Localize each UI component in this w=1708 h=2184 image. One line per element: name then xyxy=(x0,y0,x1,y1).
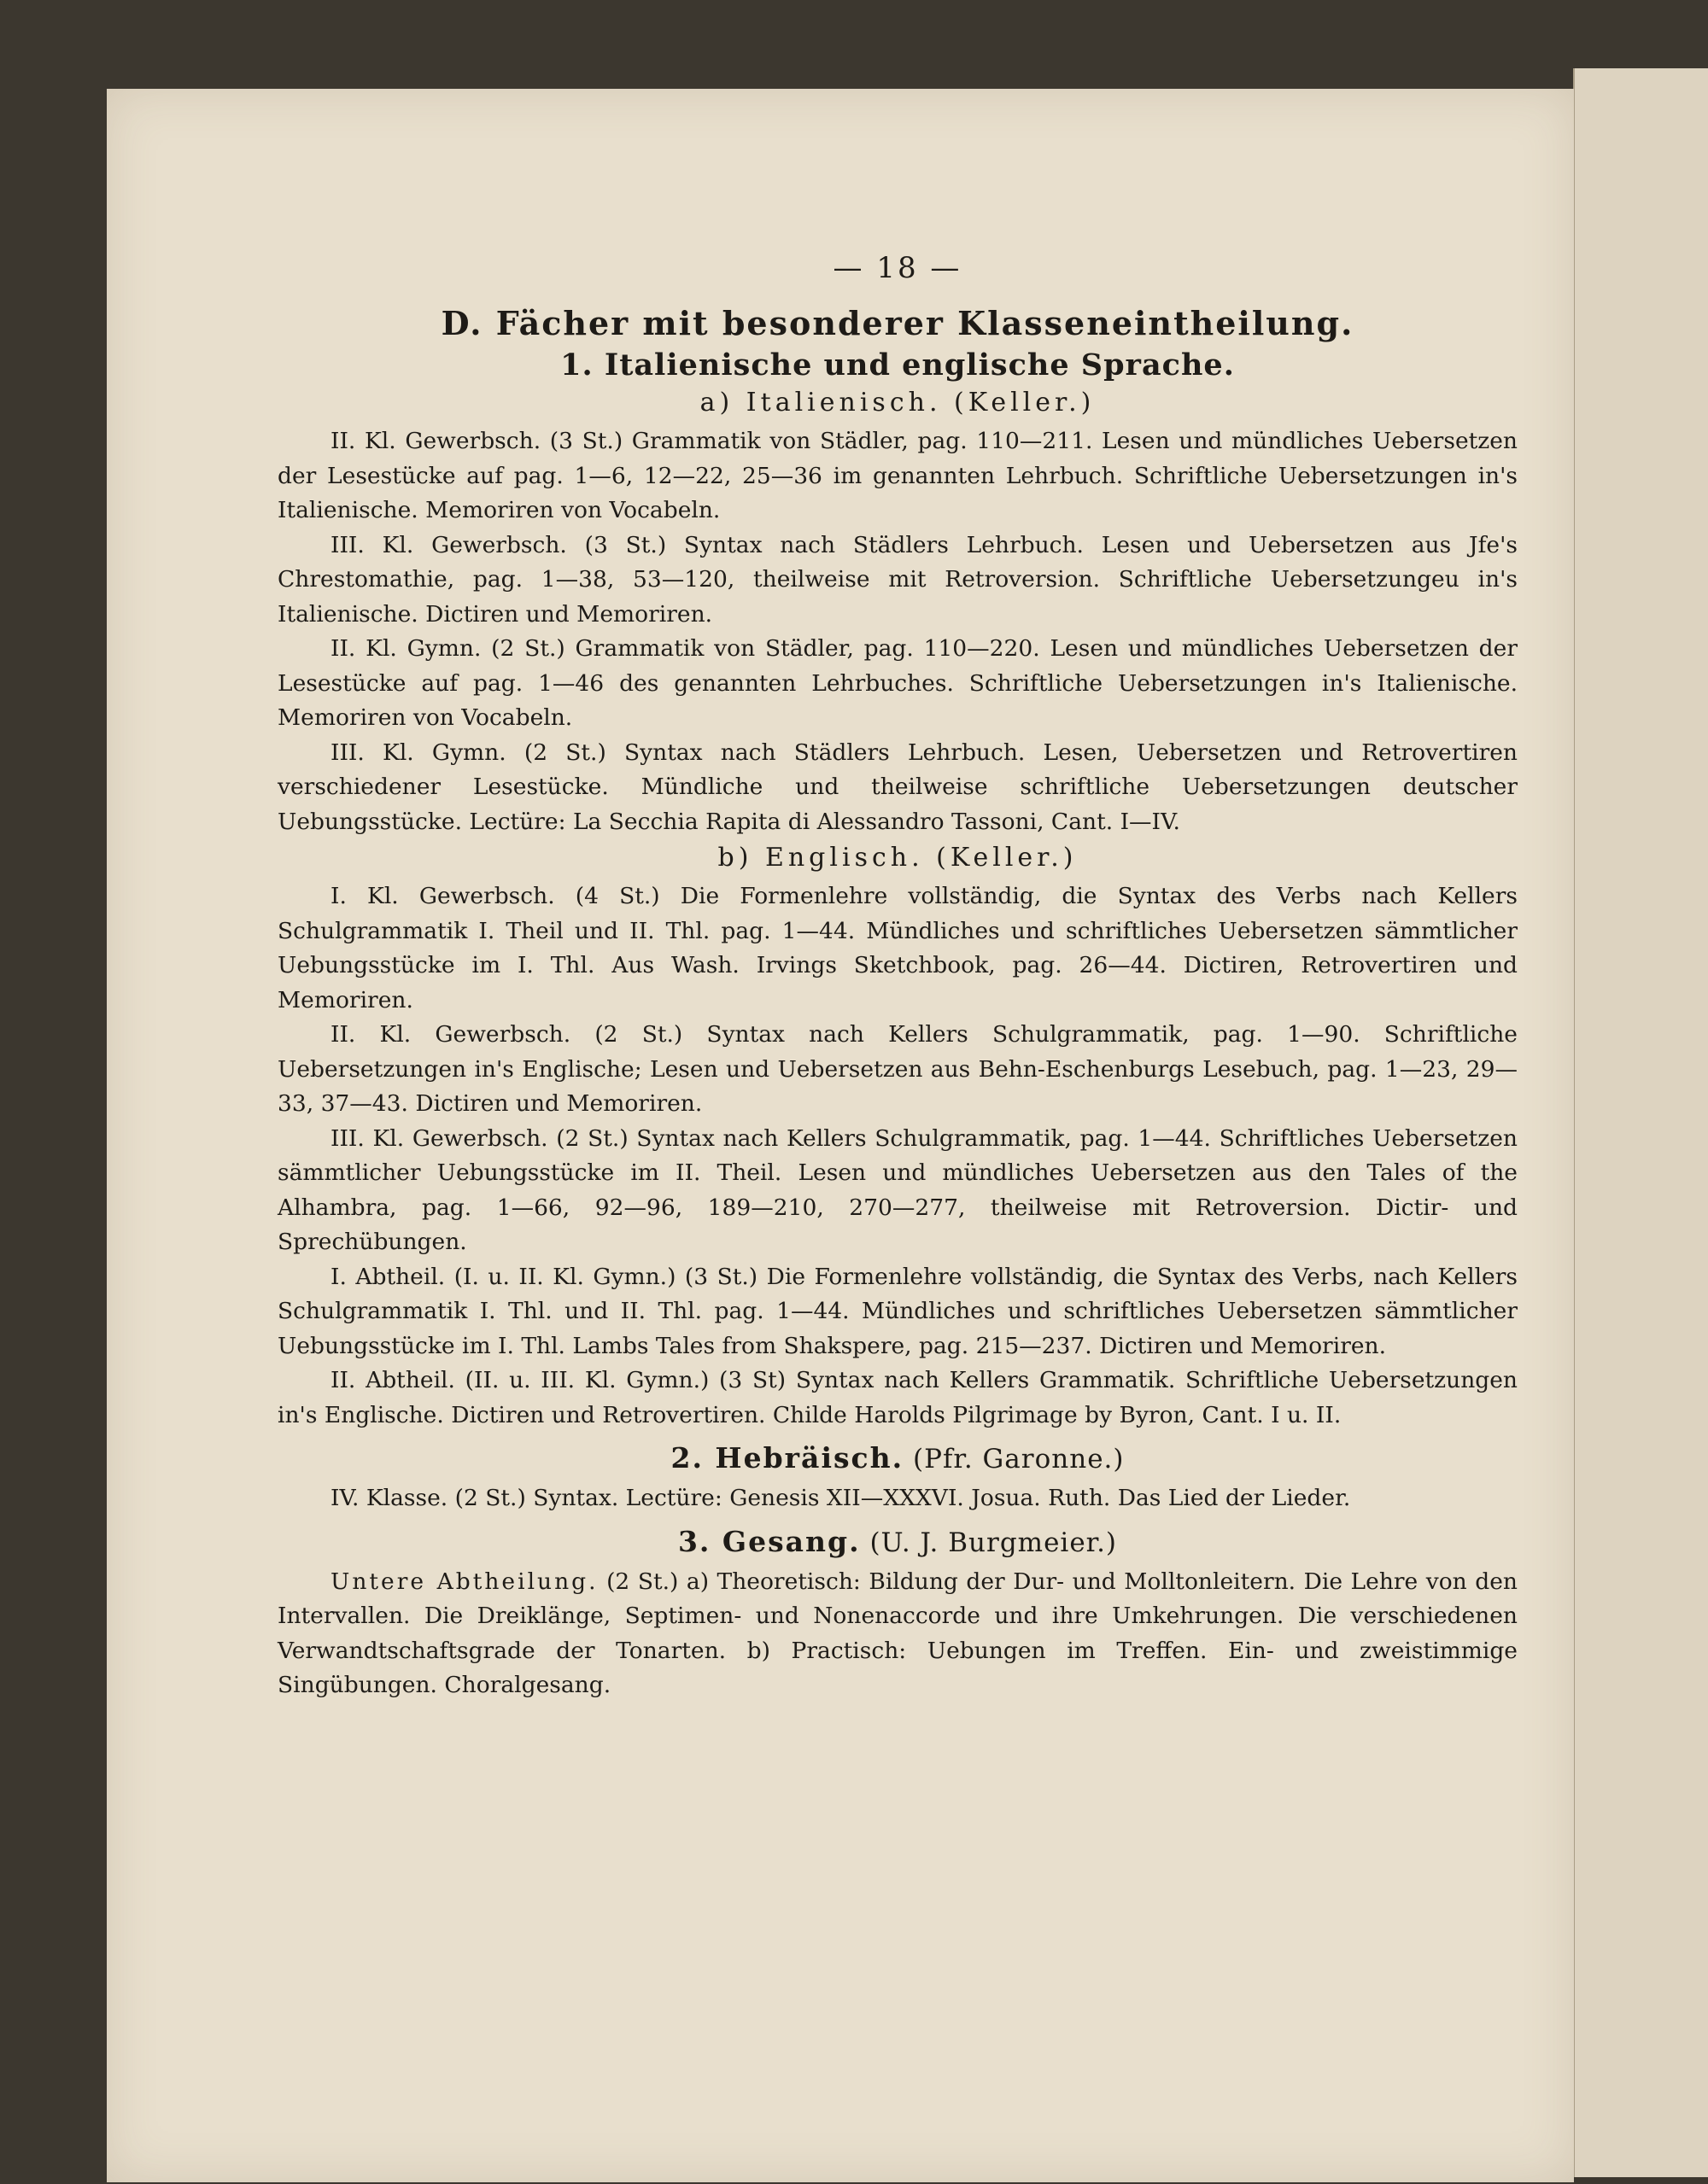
english-paragraph: III. Kl. Gewerbsch. (2 St.) Syntax nach Kellers Schulgrammatik, pag. 1—44. Schriftliches Uebersetzen sämmtlicher Uebungsstücke im II. Theil. Lesen und mündliches Uebersetzen aus den Tales of the Alhambra, pag. 1—66, 92—96, 189—210, 270—277, theilweise mit Retroversion. Dictir- und Sprechübungen. xyxy=(278,1124,1518,1255)
hebrew-paragraph: IV. Klasse. (2 St.) Syntax. Lectüre: Genesis XII—XXXVI. Josua. Ruth. Das Lied der Lieder. xyxy=(330,1485,1351,1511)
section-3-teacher: (U. J. Burgmeier.) xyxy=(860,1527,1118,1558)
italian-paragraph: II. Kl. Gewerbsch. (3 St.) Grammatik von Städler, pag. 110—211. Lesen und mündliches Uebersetzen der Lesestücke auf pag. 1—6, 12—22, 25—36 im genannten Lehrbuch. Schriftliche Uebersetzungen in's Italienische. Memoriren von Vocabeln. xyxy=(278,428,1518,523)
singing-paragraph-lead: Untere Abtheilung. xyxy=(330,1568,599,1595)
main-heading: D. Fächer mit besonderer Klasseneintheilung. xyxy=(441,304,1354,342)
italian-paragraph: II. Kl. Gymn. (2 St.) Grammatik von Städler, pag. 110—220. Lesen und mündliches Uebersetzen der Lesestücke auf pag. 1—46 des genannten Lehrbuches. Schriftliche Uebersetzungen in's Italienische. Memoriren von Vocabeln. xyxy=(278,635,1518,731)
section-1-heading: 1. Italienische und englische Sprache. xyxy=(560,347,1235,382)
adjacent-page-edge xyxy=(1573,68,1708,2177)
section-2-teacher: (Pfr. Garonne.) xyxy=(904,1444,1125,1474)
subsection-english-heading: b) Englisch. (Keller.) xyxy=(717,843,1078,873)
section-3-heading xyxy=(278,1525,1518,1558)
italian-paragraph: III. Kl. Gymn. (2 St.) Syntax nach Städlers Lehrbuch. Lesen, Uebersetzen und Retrovertiren verschiedener Lesestücke. Mündliche und theilweise schriftliche Uebersetzungen deutscher Uebungsstücke. Lectüre: La Secchia Rapita di Alessandro Tassoni, Cant. I—IV. xyxy=(278,739,1518,835)
section-2-title: 2. Hebräisch. xyxy=(670,1441,904,1474)
singing-paragraph xyxy=(278,1565,1518,1703)
italian-paragraph: III. Kl. Gewerbsch. (3 St.) Syntax nach Städlers Lehrbuch. Lesen und Uebersetzen aus Jfe's Chrestomathie, pag. 1—38, 53—120, theilweise mit Retroversion. Schriftliche Uebersetzungeu in's Italienische. Dictiren und Memoriren. xyxy=(278,531,1518,628)
document-page xyxy=(107,89,1574,2182)
page-text-block xyxy=(278,251,1518,1703)
singing-paragraph-text: (2 St.) a) Theoretisch: Bildung der Dur- und Molltonleitern. Die Lehre von den Intervallen. Die Dreiklänge, Septimen- und Nonenaccorde und ihre Umkehrungen. Die verschiedenen Verwandtschaftsgrade der Tonarten. b) Practisch: Uebungen im Treffen. Ein- und zweistimmige Singübungen. Choralgesang. xyxy=(278,1568,1518,1698)
english-paragraph: I. Abtheil. (I. u. II. Kl. Gymn.) (3 St.) Die Formenlehre vollständig, die Syntax des Verbs, nach Kellers Schulgrammatik I. Thl. und II. Thl. pag. 1—44. Mündliches und schriftliches Uebersetzen sämmtlicher Uebungsstücke im I. Thl. Lambs Tales from Shakspere, pag. 215—237. Dictiren und Memoriren. xyxy=(278,1263,1518,1359)
english-paragraph: II. Abtheil. (II. u. III. Kl. Gymn.) (3 St) Syntax nach Kellers Grammatik. Schriftliche Uebersetzungen in's Englische. Dictiren und Retrovertiren. Childe Harolds Pilgrimage by Byron, Cant. I u. II. xyxy=(278,1367,1518,1428)
subsection-italian-heading: a) Italienisch. (Keller.) xyxy=(699,388,1096,418)
english-paragraph: II. Kl. Gewerbsch. (2 St.) Syntax nach Kellers Schulgrammatik, pag. 1—90. Schriftliche Uebersetzungen in's Englische; Lesen und Uebersetzen aus Behn-Eschenburgs Lesebuch, pag. 1—23, 29—33, 37—43. Dictiren und Memoriren. xyxy=(278,1021,1518,1117)
english-paragraph: I. Kl. Gewerbsch. (4 St.) Die Formenlehre vollständig, die Syntax des Verbs nach Kellers Schulgrammatik I. Theil und II. Thl. pag. 1—44. Mündliches und schriftliches Uebersetzen sämmtlicher Uebungsstücke im I. Thl. Aus Wash. Irvings Sketchbook, pag. 26—44. Dictiren, Retrovertiren und Memoriren. xyxy=(278,883,1518,1013)
section-2-heading xyxy=(278,1441,1518,1474)
section-3-title: 3. Gesang. xyxy=(677,1524,861,1558)
page-number: — 18 — xyxy=(833,251,962,285)
